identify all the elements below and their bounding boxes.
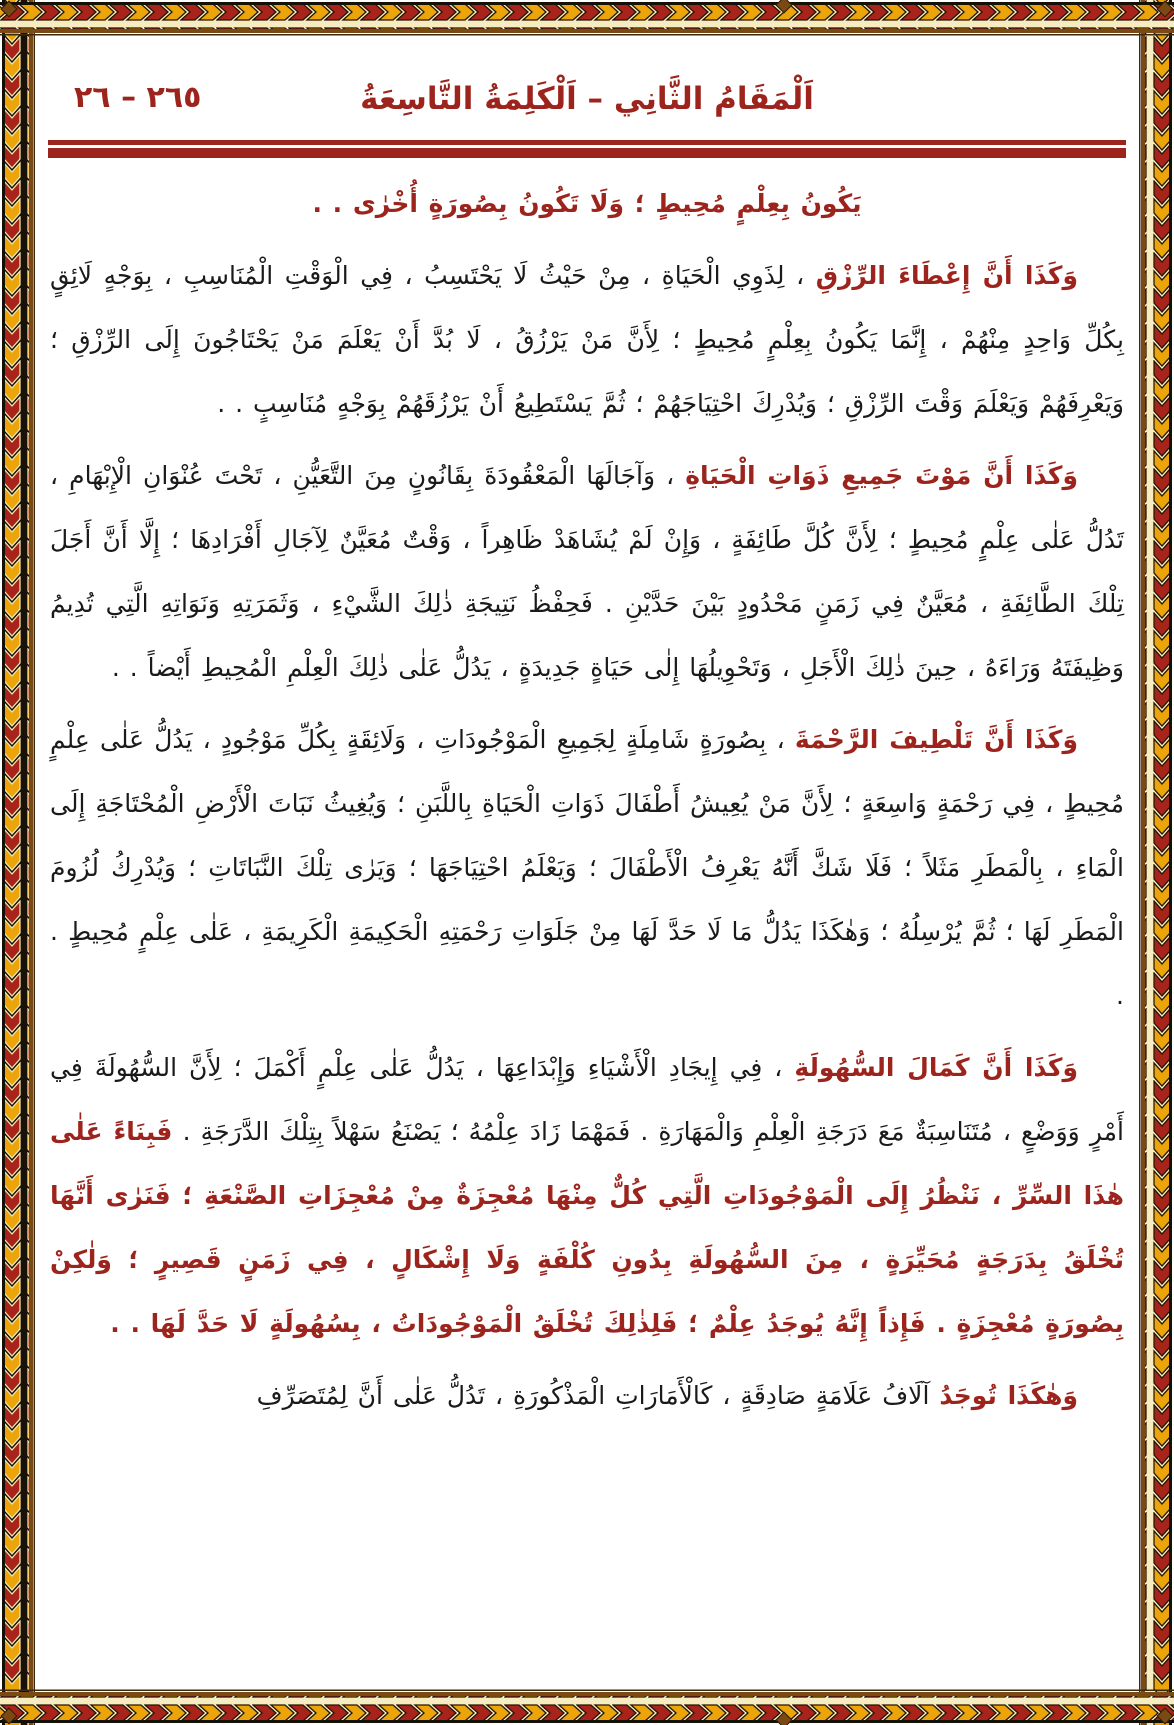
paragraph-text: ، لِذَوِي الْحَيَاةِ ، مِنْ حَيْثُ لَا يَحْتَسِبُ ، فِي الْوَقْتِ الْمُنَاسِبِ ، بِوَجْهٍ لَائِقٍ بِكُلِّ وَاحِدٍ مِنْهُمْ ، إِنَّمَا يَكُونُ بِعِلْمٍ مُحِيطٍ ؛ لِأَنَّ مَنْ يَرْزُقُ ، لَا بُدَّ أَنْ يَعْلَمَ مَنْ يَحْتَاجُونَ إِلَى الرِّزْقِ ؛ وَيَعْرِفَهُمْ وَيَعْلَمَ وَقْتَ الرِّزْقِ ؛ وَيُدْرِكَ احْتِيَاجَهُمْ ؛ ثُمَّ يَسْتَطِيعُ أَنْ يَرْزُقَهُمْ بِوَجْهٍ مُنَاسِبٍ . . [50,261,1124,418]
paragraph-rizq [50,244,1124,436]
border-corner-bottom-left-icon [1,1708,18,1725]
page-number: ٢٦٥ – ٢٦ [74,80,202,115]
paragraph-mawt [50,444,1124,700]
paragraph-lead: وَكَذَا أَنَّ مَوْتَ جَمِيعِ ذَوَاتِ الْحَيَاةِ [685,461,1079,490]
ornamental-border-right [1136,0,1174,1725]
border-knob-top-icon [776,0,793,13]
header-double-rule [48,140,1126,158]
page-header [56,68,1118,130]
paragraph-text: آلَافُ عَلَامَةٍ صَادِقَةٍ ، كَالْأَمَارَاتِ الْمَذْكُورَةِ ، تَدُلُّ عَلٰى أَنَّ لِمُتَصَرِّفِ [256,1381,940,1410]
paragraph-lead: وَكَذَا أَنَّ كَمَالَ السُّهُولَةِ [794,1053,1078,1082]
body-text [50,172,1124,1428]
paragraph-text: ، فِي إِيجَادِ الْأَشْيَاءِ وَإِبْدَاعِهَا ، يَدُلُّ عَلٰى عِلْمٍ أَكْمَلَ ؛ لِأَنَّ السُّهُولَةَ فِي أَمْرٍ وَوَضْعٍ ، مُتَنَاسِبَةٌ مَعَ دَرَجَةِ الْعِلْمِ وَالْمَهَارَةِ . فَمَهْمَا زَادَ عِلْمُهُ ؛ يَصْنَعُ سَهْلاً بِتِلْكَ الدَّرَجَةِ . [50,1053,1124,1146]
paragraph-lead: وَهٰكَذَا تُوجَدُ [939,1381,1078,1410]
paragraph-rahma [50,708,1124,1028]
paragraph-suhula [50,1036,1124,1356]
paragraph-emphasis: فَبِنَاءً عَلٰى هٰذَا السِّرِّ ، نَنْظُرُ إِلَى الْمَوْجُودَاتِ الَّتِي كُلٌّ مِنْهَا مُعْجِزَةٌ مِنْ مُعْجِزَاتِ الصَّنْعَةِ ؛ فَنَرٰى أَنَّهَا تُخْلَقُ بِدَرَجَةٍ مُحَيِّرَةٍ ، مِنَ السُّهُولَةِ بِدُونِ كُلْفَةٍ وَلَا إِشْكَالٍ ، فِي زَمَنٍ قَصِيرٍ ؛ وَلٰكِنْ بِصُورَةٍ مُعْجِزَةٍ . فَإِذاً إِنَّهُ يُوجَدُ عِلْمٌ ؛ فَلِذٰلِكَ تُخْلَقُ الْمَوْجُودَاتُ ، بِسُهُولَةٍ لَا حَدَّ لَهَا . . [50,1117,1124,1338]
ornamental-border-top [0,0,1174,38]
border-corner-top-right-icon [1157,1,1174,18]
paragraph-text: ، وَآجَالَهَا الْمَعْقُودَةَ بِقَانُونٍ مِنَ التَّعَيُّنِ ، تَحْتَ عُنْوَانِ الْإِبْهَامِ ، تَدُلُّ عَلٰى عِلْمٍ مُحِيطٍ ؛ لِأَنَّ كُلَّ طَائِفَةٍ ، وَإِنْ لَمْ يُشَاهَدْ ظَاهِراً ، وَقْتٌ مُعَيَّنٌ لِآجَالِ أَفْرَادِهَا ؛ إِلَّا أَنَّ أَجَلَ تِلْكَ الطَّائِفَةِ ، مُعَيَّنٌ فِي زَمَنٍ مَحْدُودٍ بَيْنَ حَدَّيْنِ . فَحِفْظُ نَتِيجَةِ ذٰلِكَ الشَّيْءِ ، وَثَمَرَتِهِ وَنَوَاتِهِ الَّتِي تُدِيمُ وَظِيفَتَهُ وَرَاءَهُ ، حِينَ ذٰلِكَ الْأَجَلِ ، وَتَحْوِيلُهَا إِلٰى حَيَاةٍ جَدِيدَةٍ ، يَدُلُّ عَلٰى ذٰلِكَ الْعِلْمِ الْمُحِيطِ أَيْضاً . . [50,461,1124,682]
paragraph-closing [50,1364,1124,1428]
page-content [46,38,1128,1687]
paragraph-text: يَكُونُ بِعِلْمٍ مُحِيطٍ ؛ وَلَا تَكُونُ بِصُورَةٍ أُخْرٰى . . [312,189,862,218]
ornamental-border-bottom [0,1687,1174,1725]
paragraph-text: ، بِصُورَةٍ شَامِلَةٍ لِجَمِيعِ الْمَوْجُودَاتِ ، وَلَائِقَةٍ بِكُلِّ مَوْجُودٍ ، يَدُلُّ عَلٰى عِلْمٍ مُحِيطٍ ، فِي رَحْمَةٍ وَاسِعَةٍ ؛ لِأَنَّ مَنْ يُعِيشُ أَطْفَالَ ذَوَاتِ الْحَيَاةِ بِاللَّبَنِ ؛ وَيُغِيثُ نَبَاتَ الْأَرْضِ الْمُحْتَاجَةِ إِلَى الْمَاءِ ، بِالْمَطَرِ مَثَلاً ؛ فَلَا شَكَّ أَنَّهُ يَعْرِفُ الْأَطْفَالَ ؛ وَيَعْلَمُ احْتِيَاجَهَا ؛ وَيَرٰى تِلْكَ النَّبَاتَاتِ ؛ وَيُدْرِكُ لُزُومَ الْمَطَرِ لَهَا ؛ ثُمَّ يُرْسِلُهُ ؛ وَهٰكَذَا يَدُلُّ مَا لَا حَدَّ لَهَا مِنْ جَلَوَاتِ رَحْمَتِهِ الْحَكِيمَةِ الْكَرِيمَةِ ، عَلٰى عِلْمٍ مُحِيطٍ . . [50,725,1124,1010]
ornamental-border-left [0,0,38,1725]
paragraph-lead: وَكَذَا أَنَّ إِعْطَاءَ الرِّزْقِ [815,261,1078,290]
border-corner-top-left-icon [1,1,18,18]
border-knob-bottom-icon [776,1712,793,1725]
paragraph-continuation [50,172,1124,236]
page-title: اَلْمَقَامُ الثَّانِي – اَلْكَلِمَةُ التَّاسِعَةُ [360,81,814,117]
paragraph-lead: وَكَذَا أَنَّ تَلْطِيفَ الرَّحْمَةَ [794,725,1079,754]
border-corner-bottom-right-icon [1157,1708,1174,1725]
